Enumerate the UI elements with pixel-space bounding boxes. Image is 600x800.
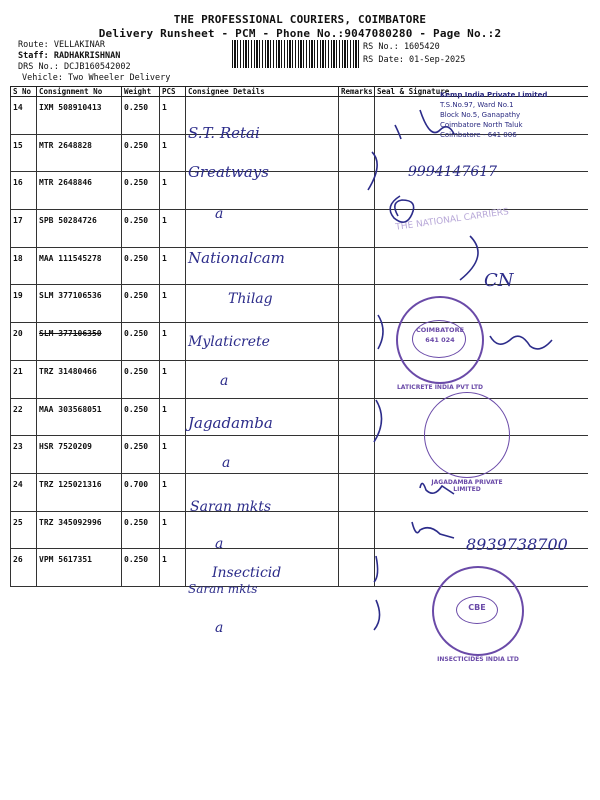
sno: 23	[11, 436, 37, 474]
staff-label: Staff: RADHAKRISHNAN	[18, 51, 121, 61]
pcs: 1	[160, 473, 186, 511]
pcs: 1	[160, 360, 186, 398]
consignment-no: VPM 5617351	[37, 549, 122, 587]
signature-mark	[490, 336, 552, 349]
stamp-line: Coimbatore North Taluk	[440, 121, 523, 129]
sno: 14	[11, 97, 37, 135]
hand-consignee-20: a	[220, 373, 229, 389]
signature-mark	[374, 556, 378, 582]
hand-consignee-25: Insecticid	[212, 565, 282, 581]
route-label: Route: VELLAKINAR	[18, 40, 105, 50]
signature-mark	[374, 400, 382, 442]
signature-mark	[378, 315, 383, 349]
hand-consignee-18: Thilag	[228, 291, 273, 307]
pcs: 1	[160, 134, 186, 172]
pcs: 1	[160, 210, 186, 248]
consignment-no: MTR 2648846	[37, 172, 122, 210]
signature-mark	[420, 483, 454, 494]
pcs: 1	[160, 97, 186, 135]
consignment-no: MTR 2648828	[37, 134, 122, 172]
pcs: 1	[160, 285, 186, 323]
sno: 26	[11, 549, 37, 587]
consignment-no: SLM 377106350	[37, 323, 122, 361]
stamp-line: Kemp India Private Limited	[440, 91, 548, 99]
pcs: 1	[160, 549, 186, 587]
signature-mark	[374, 600, 380, 630]
signature-mark	[368, 152, 377, 190]
pcs: 1	[160, 247, 186, 285]
hand-consignee-21: Jagadamba	[188, 414, 273, 432]
consignment-no: TRZ 345092996	[37, 511, 122, 549]
runsheet-subtitle: Delivery Runsheet - PCM - Phone No.:9047080280 - Page No.:2	[98, 27, 502, 40]
sno: 19	[11, 285, 37, 323]
hand-consignee-24: a	[215, 536, 224, 552]
drs-label: DRS No.: DCJB160542002	[18, 62, 131, 72]
col-consignee: Consignee Details	[186, 87, 339, 97]
hand-consignee-14: S.T. Retai	[188, 124, 260, 142]
stamp-line: T.S.No.97, Ward No.1	[440, 101, 514, 109]
weight: 0.250	[122, 285, 160, 323]
col-pcs: PCS	[160, 87, 186, 97]
rs-date: RS Date: 01-Sep-2025	[363, 55, 466, 65]
rs-number: RS No.: 1605420	[363, 42, 440, 52]
signature-mark	[420, 110, 454, 134]
hand-cn-mark: CN	[484, 270, 514, 291]
sno: 17	[11, 210, 37, 248]
sno: 18	[11, 247, 37, 285]
signature-mark	[412, 522, 454, 538]
pcs: 1	[160, 323, 186, 361]
consignment-no: SPB 50284726	[37, 210, 122, 248]
weight: 0.250	[122, 360, 160, 398]
vehicle-label: Vehicle: Two Wheeler Delivery	[22, 73, 171, 83]
col-seal: Seal & Signature	[375, 87, 588, 97]
weight: 0.250	[122, 398, 160, 436]
weight: 0.250	[122, 549, 160, 587]
weight: 0.250	[122, 247, 160, 285]
stamp-line: Block No.5, Ganapathy	[440, 111, 521, 119]
hand-consignee-22: a	[222, 455, 231, 471]
consignment-no: IXM 508910413	[37, 97, 122, 135]
hand-consignee-25-line2: Saran mkts	[188, 582, 258, 596]
hand-phone-2: 8939738700	[466, 535, 568, 554]
hand-consignee-17: Nationalcam	[188, 249, 285, 267]
pcs: 1	[160, 398, 186, 436]
signature-mark	[395, 125, 401, 139]
hand-consignee-15: Greatways	[188, 163, 269, 181]
col-weight: Weight	[122, 87, 160, 97]
consignment-no: MAA 111545278	[37, 247, 122, 285]
weight: 0.700	[122, 473, 160, 511]
sno: 22	[11, 398, 37, 436]
faded-stamp: THE NATIONAL CARRIERS	[394, 207, 510, 233]
stamp-line: Coimbatore - 641 006	[440, 131, 517, 139]
sno: 16	[11, 172, 37, 210]
consignment-no: TRZ 125021316	[37, 473, 122, 511]
pcs: 1	[160, 511, 186, 549]
sno: 21	[11, 360, 37, 398]
col-consignment: Consignment No	[37, 87, 122, 97]
signature-mark	[460, 236, 478, 280]
sno: 24	[11, 473, 37, 511]
consignment-no: MAA 303568051	[37, 398, 122, 436]
weight: 0.250	[122, 134, 160, 172]
pcs: 1	[160, 436, 186, 474]
weight: 0.250	[122, 210, 160, 248]
consignment-no: HSR 7520209	[37, 436, 122, 474]
signature-mark	[390, 196, 413, 222]
weight: 0.250	[122, 323, 160, 361]
pcs: 1	[160, 172, 186, 210]
weight: 0.250	[122, 97, 160, 135]
hand-consignee-26: a	[215, 620, 224, 636]
hand-consignee-19: Mylaticrete	[188, 334, 270, 350]
sno: 20	[11, 323, 37, 361]
weight: 0.250	[122, 436, 160, 474]
seal-city: COIMBATORE	[415, 326, 465, 334]
sno: 25	[11, 511, 37, 549]
company-title: THE PROFESSIONAL COURIERS, COIMBATORE	[173, 13, 427, 26]
hand-phone-1: 9994147617	[408, 164, 498, 180]
seal-pin: 641 024	[425, 336, 455, 344]
seal-ring-text: LATICRETE INDIA PVT LTD	[396, 384, 484, 391]
weight: 0.250	[122, 511, 160, 549]
hand-consignee-16: a	[215, 206, 224, 222]
seal-ring-text: JAGADAMBA PRIVATE LIMITED	[431, 479, 503, 493]
seal-ring-text: INSECTICIDES INDIA LTD	[437, 656, 519, 663]
weight: 0.250	[122, 172, 160, 210]
col-sno: S No	[11, 87, 37, 97]
hand-consignee-23: Saran mkts	[190, 499, 272, 515]
consignment-no: SLM 377106536	[37, 285, 122, 323]
seal-city: CBE	[468, 603, 486, 612]
col-remarks: Remarks	[339, 87, 375, 97]
consignment-no: TRZ 31480466	[37, 360, 122, 398]
sno: 15	[11, 134, 37, 172]
